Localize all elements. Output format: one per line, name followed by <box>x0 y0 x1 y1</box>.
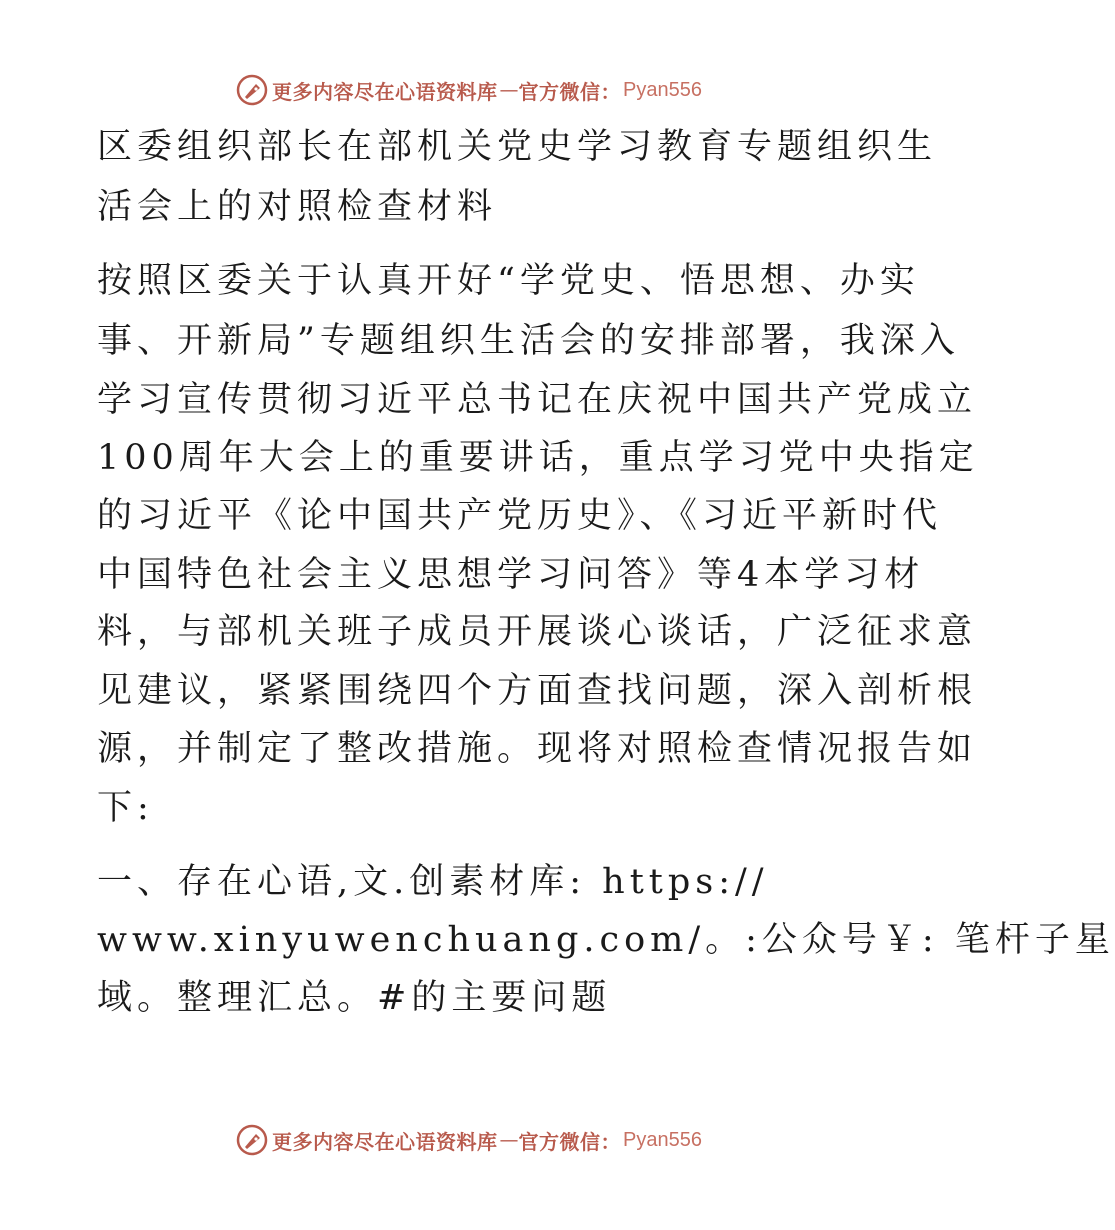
watermark-main-text: 更多内容尽在心语资料库 <box>272 1129 498 1154</box>
paragraph-line: 中国特色社会主义思想学习问答》等4本学习材 <box>97 555 925 595</box>
paragraph-line: 按照区委关于认真开好“学党史、悟思想、办实 <box>97 261 920 301</box>
watermark-header <box>236 72 702 108</box>
pen-nib-logo-icon <box>236 74 268 106</box>
watermark-separator: — <box>499 79 519 101</box>
paragraph-line: 料，与部机关班子成员开展谈心谈话，广泛征求意 <box>97 612 978 652</box>
section-line: 一、存在心语,文.创素材库: https:// <box>97 862 769 902</box>
paragraph-line: 源，并制定了整改措施。现将对照检查情况报告如 <box>97 729 978 769</box>
watermark-handle: Pyan556 <box>623 78 702 101</box>
paragraph-line: 100周年大会上的重要讲话，重点学习党中央指定 <box>97 438 979 478</box>
watermark-handle: Pyan556 <box>623 1128 702 1151</box>
pen-nib-logo-icon <box>236 1124 268 1156</box>
section-line: 域。整理汇总。#的主要问题 <box>97 978 612 1018</box>
title-line: 区委组织部长在部机关党史学习教育专题组织生 <box>97 127 938 167</box>
watermark-main-text: 更多内容尽在心语资料库 <box>272 79 498 104</box>
paragraph-line: 的习近平《论中国共产党历史》、《习近平新时代 <box>97 496 943 536</box>
watermark-label: 官方微信： <box>518 79 621 104</box>
title-line: 活会上的对照检查材料 <box>97 187 498 227</box>
section-line: www.xinyuwenchuang.com/。:公众号￥: 笔杆子星 <box>97 920 1115 960</box>
watermark-label: 官方微信： <box>518 1129 621 1154</box>
paragraph-line: 见建议，紧紧围绕四个方面查找问题，深入剖析根 <box>97 671 978 711</box>
paragraph-line: 下: <box>97 788 154 828</box>
watermark-footer <box>236 1122 702 1158</box>
paragraph-line: 学习宣传贯彻习近平总书记在庆祝中国共产党成立 <box>97 380 978 420</box>
watermark-separator: — <box>499 1129 519 1151</box>
paragraph-line: 事、开新局”专题组织生活会的安排部署，我深入 <box>97 321 960 361</box>
